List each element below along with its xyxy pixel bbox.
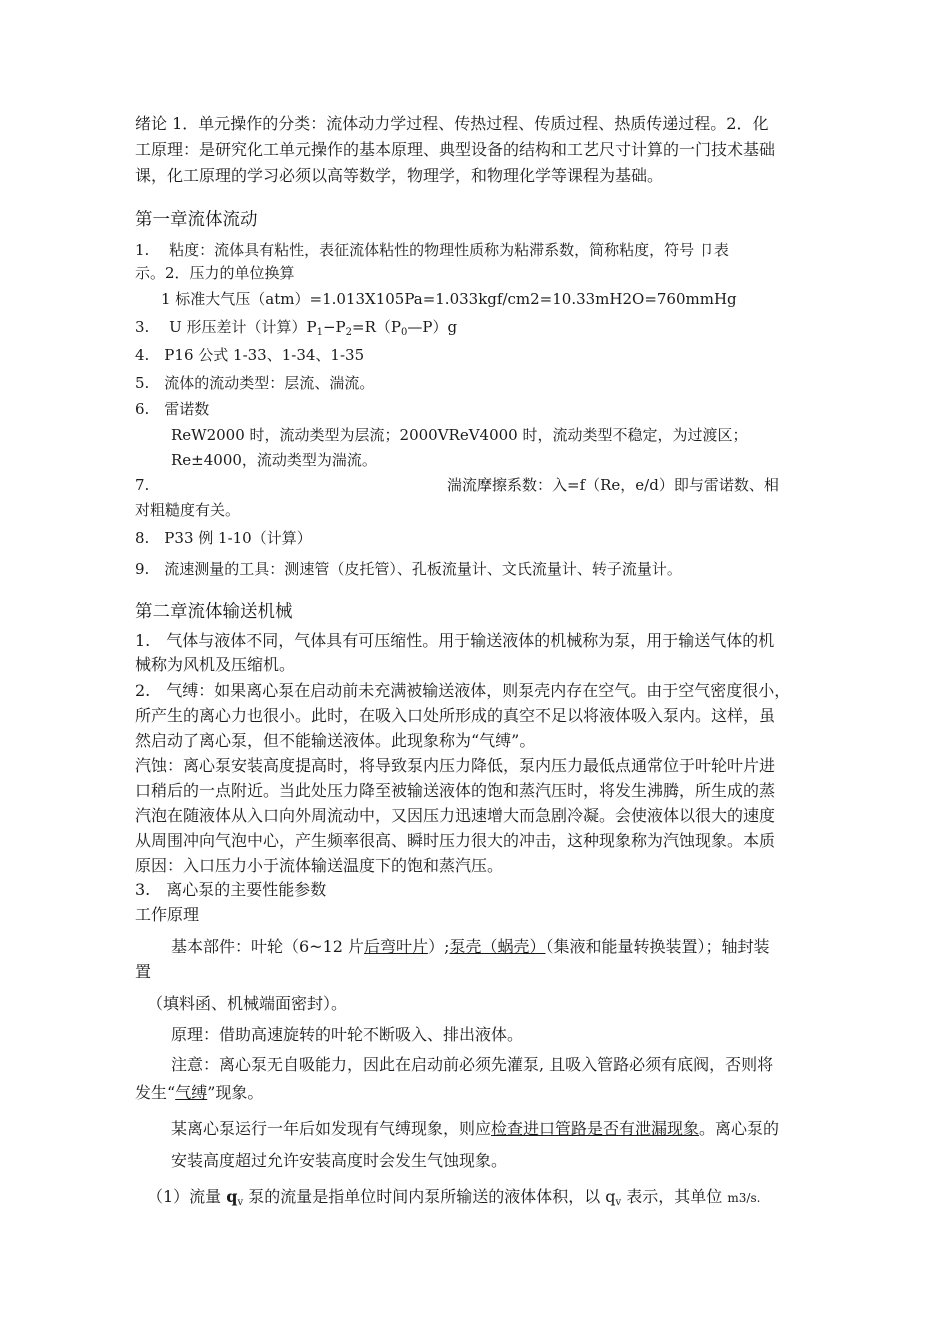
ch2-basic-parts: 基本部件：叶轮（6~12 片后弯叶片）;泵壳（蜗壳）（集液和能量转换装置）；轴封装	[171, 937, 770, 956]
ch2-item-3: 3. 离心泵的主要性能参数	[135, 880, 327, 899]
ch1-item-5: 5. 流体的流动类型：层流、湍流。	[135, 374, 375, 392]
ch1-item-7: 湍流摩擦系数：入=f（Re，e/d）即与雷诺数、相	[447, 476, 779, 494]
ch1-item-9: 9. 流速测量的工具：测速管（皮托管）、孔板流量计、文氏流量计、转子流量计。	[135, 560, 682, 578]
ch2-principle: 原理：借助高速旋转的叶轮不断吸入、排出液体。	[171, 1025, 524, 1044]
ch2-air-binding-check-cont: 安装高度超过允许安装高度时会发生气蚀现象。	[171, 1151, 508, 1170]
ch1-item-4: 4. P16 公式 1-33、1-34、1-35	[135, 346, 365, 364]
ch2-cavitation-line-4: 从周围冲向气泡中心，产生频率很高、瞬时压力很大的冲击，这种现象称为汽蚀现象。本质	[135, 831, 776, 850]
ch1-item-1-cont: 示。2．压力的单位换算	[135, 264, 295, 282]
ch2-working-principle: 工作原理	[135, 905, 200, 924]
ch2-air-binding-check: 某离心泵运行一年后如发现有气缚现象，则应检查进口管路是否有泄漏现象。离心泵的	[171, 1119, 780, 1138]
ch1-reynolds-turbulent: Re±4000，流动类型为湍流。	[171, 451, 377, 469]
ch2-para-2-line-1: 2. 气缚：如果离心泵在启动前未充满被输送液体，则泵壳内存在空气。由于空气密度很小，	[135, 681, 791, 700]
intro-line-3: 课，化工原理的学习必须以高等数学，物理学，和物理化学等课程为基础。	[135, 166, 664, 185]
ch2-note-cont: 发生“气缚”现象。	[135, 1083, 264, 1102]
ch1-item-7-number: 7.	[135, 476, 150, 494]
ch2-basic-parts-cont: 置	[135, 962, 152, 981]
ch2-cavitation-line-5: 原因：入口压力小于流体输送温度下的饱和蒸汽压。	[135, 856, 504, 875]
ch2-note: 注意：离心泵无自吸能力，因此在启动前必须先灌泵, 且吸入管路必须有底阀，否则将	[171, 1055, 774, 1074]
ch1-item-8: 8. P33 例 1-10（计算）	[135, 529, 312, 547]
ch1-item-7-cont: 对粗糙度有关。	[135, 501, 241, 519]
intro-line-1: 绪论 1．单元操作的分类：流体动力学过程、传热过程、传质过程、热质传递过程。2．化	[135, 114, 769, 133]
ch1-item-1: 1. 粘度：流体具有粘性，表征流体粘性的物理性质称为粘滞系数，简称粘度，符号 卩表	[135, 241, 729, 259]
chapter-1-title: 第一章流体流动	[135, 210, 258, 230]
ch2-para-2-line-2: 所产生的离心力也很小。此时，在吸入口处所形成的真空不足以将液体吸入泵内。这样，虽	[135, 706, 776, 725]
ch1-item-3: 3. U 形压差计（计算）$P_1-P_2=R(P_0—P)g$	[135, 318, 458, 338]
ch1-pressure-conversion: 1 标准大气压（atm）=1.013X105Pa=1.033kgf/cm2=10.33mH2O=760mmHg	[161, 290, 737, 308]
ch2-para-2-line-3: 然启动了离心泵，但不能输送液体。此现象称为“气缚”。	[135, 731, 536, 750]
ch2-flow-rate: （1）流量 $q_v$ 泵的流量是指单位时间内泵所输送的液体体积，以 $q_v$ 表示，其单位 m3/s.	[147, 1187, 761, 1208]
ch2-cavitation-line-3: 汽泡在随液体从入口向外周流动中，又因压力迅速增大而急剧冷凝。会使液体以很大的速度	[135, 806, 776, 825]
ch2-para-1: 1. 气体与液体不同，气体具有可压缩性。用于输送液体的机械称为泵，用于输送气体的机	[135, 631, 775, 650]
ch2-cavitation-line-1: 汽蚀：离心泵安装高度提高时，将导致泵内压力降低，泵内压力最低点通常位于叶轮叶片进	[135, 756, 776, 775]
ch2-cavitation-line-2: 口稍后的一点附近。当此处压力降至被输送液体的饱和蒸汽压时，将发生沸腾，所生成的蒸	[135, 781, 776, 800]
chapter-2-title: 第二章流体输送机械	[135, 602, 293, 622]
ch2-shaft-seal: （填料函、机械端面密封）。	[147, 994, 348, 1013]
ch1-item-6: 6. 雷诺数	[135, 400, 210, 418]
ch1-reynolds-laminar: ReW2000 时，流动类型为层流；2000VReV4000 时，流动类型不稳定，为过渡区；	[171, 426, 748, 444]
intro-line-2: 工原理：是研究化工单元操作的基本原理、典型设备的结构和工艺尺寸计算的一门技术基础	[135, 140, 776, 159]
ch2-para-1-cont: 械称为风机及压缩机。	[135, 655, 296, 674]
